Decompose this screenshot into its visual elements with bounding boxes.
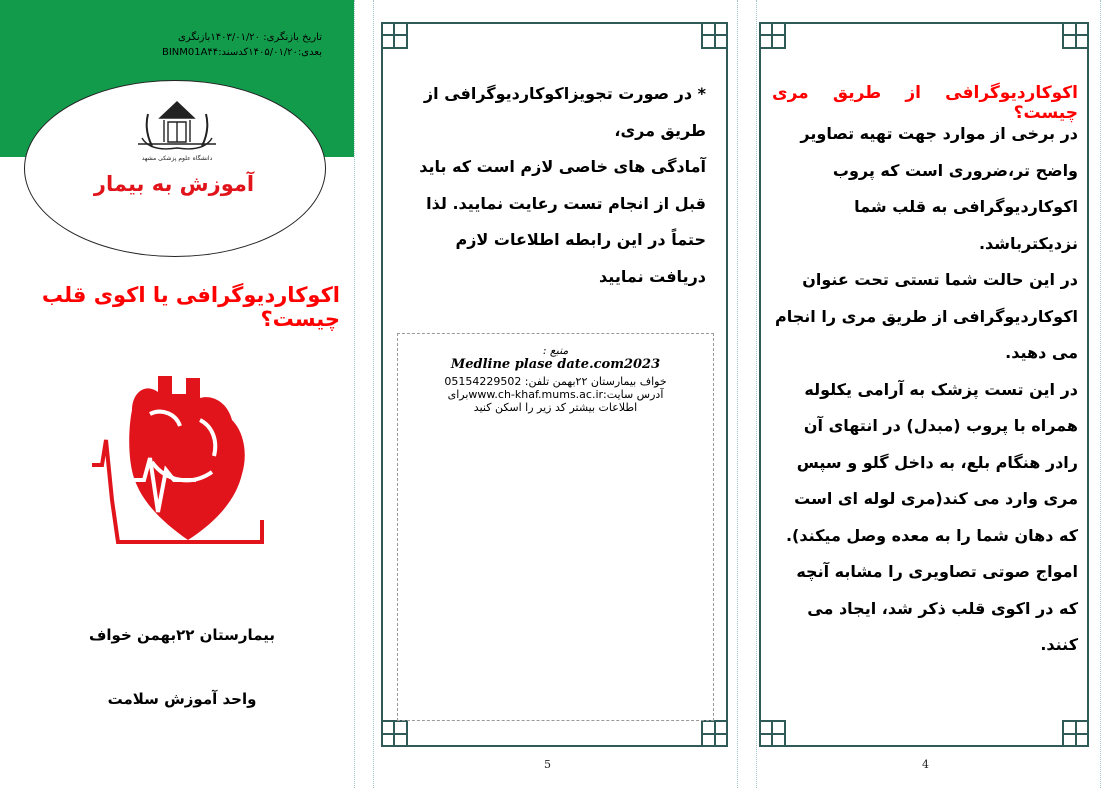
cover-main-heading: اکوکاردیوگرافی یا اکوی قلب چیست؟ xyxy=(41,283,340,331)
text-line: آمادگی های خاصی لازم است که باید xyxy=(419,157,706,176)
panel-guide-4 xyxy=(756,0,757,788)
logo-caption: دانشگاه علوم پزشکی مشهد xyxy=(141,155,213,162)
right-body-text xyxy=(772,116,1078,664)
source-scan-note: اطلاعات بیشتر کد زیر را اسکن کنید xyxy=(473,401,638,414)
cover-unit-name: واحد آموزش سلامت xyxy=(107,690,257,708)
text-line: قبل از انجام تست رعایت نمایید. لذا xyxy=(426,193,706,213)
panel-guide-5 xyxy=(1100,0,1101,788)
corner-ornament-icon xyxy=(759,707,799,747)
text-line: اکوکاردیوگرافی از طریق مری را انجام xyxy=(775,306,1078,326)
page-number: 5 xyxy=(544,758,551,771)
cover-title: آموزش به بیمار xyxy=(93,172,255,196)
panel-guide-2 xyxy=(373,0,374,788)
corner-ornament-icon xyxy=(381,22,421,62)
text-line: همراه با پروب (مبدل) در انتهای آن xyxy=(803,416,1078,435)
text-line: واضح تر،ضروری است که پروب xyxy=(832,160,1078,180)
text-line: اکوکاردیوگرافی به قلب شما xyxy=(854,197,1078,216)
text-line: امواج صوتی تصاویری را مشابه آنچه xyxy=(796,562,1078,581)
page-number: 4 xyxy=(922,758,929,771)
text-line: مری وارد می کند(مری لوله ای است xyxy=(794,489,1078,508)
panel-guide-1 xyxy=(354,0,355,788)
text-line: که دهان شما را به معده وصل میکند). xyxy=(785,525,1078,545)
corner-ornament-icon xyxy=(688,22,728,62)
text-line: که در اکوی قلب ذکر شد، ایجاد می xyxy=(807,598,1078,618)
source-website: آدرس سایت:www.ch-khaf.mums.ac.irبرای xyxy=(447,388,664,401)
text-line: دریافت نمایید xyxy=(599,266,706,286)
middle-preparation-text xyxy=(403,76,706,295)
right-heading: اکوکاردیوگرافی از طریق مری چیست؟ xyxy=(772,83,1078,123)
cover-meta-line-2: بعدی:۱۴۰۵/۰۱/۲۰کدسند:BINM01A۴۴ xyxy=(161,47,322,58)
text-line: در این تست پزشک به آرامی یکلوله xyxy=(804,379,1078,399)
text-line: نزدیکترباشد. xyxy=(978,233,1078,253)
text-line: طریق مری، xyxy=(614,120,706,140)
source-label: منبع : xyxy=(542,344,569,357)
text-line: می دهید. xyxy=(1005,343,1078,362)
text-line: در این حالت شما تستی تحت عنوان xyxy=(802,270,1078,289)
panel-guide-3 xyxy=(737,0,738,788)
source-title: Medline plase date.com2023 xyxy=(450,357,661,372)
source-box xyxy=(397,333,714,721)
text-line: کنند. xyxy=(1040,635,1078,654)
heart-ecg-icon xyxy=(92,370,268,558)
corner-ornament-icon xyxy=(759,22,799,62)
text-line: در برخی از موارد جهت تهیه تصاویر xyxy=(800,124,1078,143)
source-phone: خواف بیمارستان ۲۲بهمن تلفن: 05154229502 xyxy=(444,375,667,388)
corner-ornament-icon xyxy=(1049,707,1089,747)
corner-ornament-icon xyxy=(1049,22,1089,62)
text-line: * در صورت تجویزاکوکاردیوگرافی از xyxy=(423,84,706,103)
cover-meta-line-1: تاریخ بازنگری: ۱۴۰۳/۰۱/۲۰بازنگری xyxy=(178,32,322,43)
text-line: حتماً در این رابطه اطلاعات لازم xyxy=(455,230,706,249)
cover-hospital-name: بیمارستان ۲۲بهمن خواف xyxy=(88,626,276,644)
university-logo-icon xyxy=(130,98,224,164)
text-line: رادر هنگام بلع، به داخل گلو و سپس xyxy=(796,452,1078,472)
